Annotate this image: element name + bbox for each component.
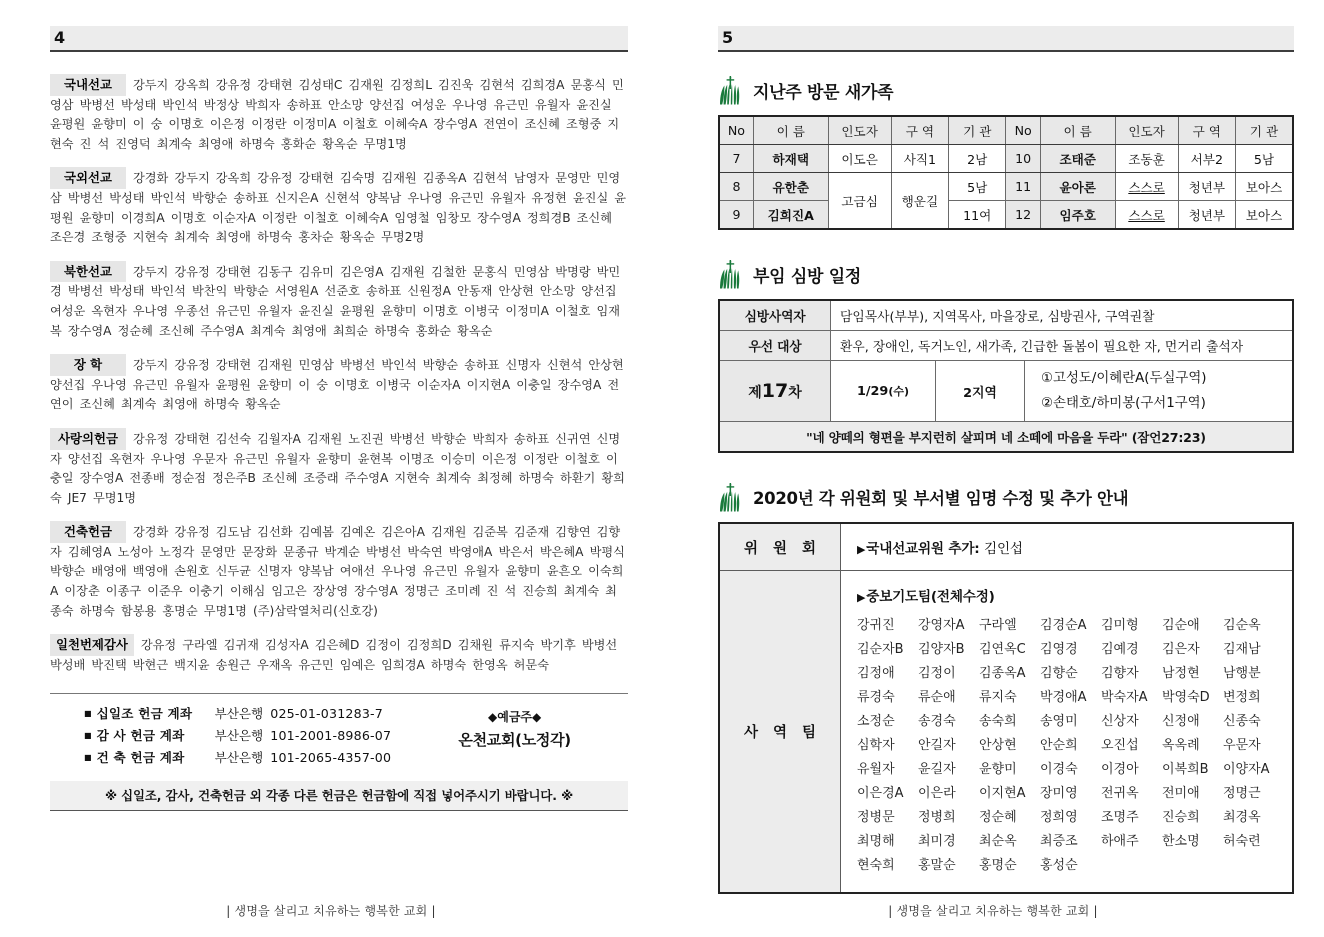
cell-no: 12 xyxy=(1006,201,1040,230)
intercessor-name: 허숙련 xyxy=(1223,834,1261,849)
visit-households xyxy=(1025,361,1294,422)
intercessor-name: 유월자 xyxy=(857,762,895,777)
table-row xyxy=(719,145,1293,173)
household-item: ①고성도/이혜란A(두실구역) xyxy=(1041,371,1207,386)
table-row xyxy=(719,300,1293,331)
intercessor-name: 소정순 xyxy=(857,714,895,729)
section-appointments xyxy=(718,481,1294,894)
depositor-title: ◆예금주◆ xyxy=(488,710,542,725)
intercessor-name: 송경숙 xyxy=(918,714,956,729)
offering-paragraph xyxy=(50,521,628,621)
intercessor-name: 신종숙 xyxy=(1223,714,1261,729)
ministry-row-body xyxy=(841,571,1294,894)
offering-block-northkorea-mission xyxy=(50,261,628,341)
intercessor-name: 강귀진 xyxy=(857,618,895,633)
offering-block-domestic-mission xyxy=(50,74,628,154)
col-header-name-right: 이 름 xyxy=(1040,116,1115,145)
section-heading xyxy=(718,258,1294,290)
offering-names: 강경화 강두지 강옥희 강유정 강태현 김숙명 김재원 김종옥A 김현석 남영자 문영만 민영삼 박병선 박성태 박인석 박향순 송하표 신지은A 신현석 양복남 우나영 유근민 유월자 유정현 윤진실 윤평원 윤향미 이경희A 이명호 이순자A 이정란 이철호 이혜숙A 임영철 임창모 장수영A 정희경B 조신혜 조은경 조형중 지현숙 최계숙 최영애 하명숙 홍차순 황옥순 무명2명 xyxy=(50,171,627,245)
intercessor-name: 정순혜 xyxy=(979,810,1017,825)
intercessor-name: 박경애A xyxy=(1040,690,1087,705)
table-row xyxy=(719,361,1293,422)
cell-org: 11여 xyxy=(949,201,1006,230)
committee-change-line xyxy=(857,537,1282,557)
offering-names: 강유정 강태현 김선숙 김월자A 김재원 노진권 박병선 박향순 박희자 송하표 신귀연 신명자 양선집 옥현자 우나영 우문자 유근민 유월자 윤향미 윤현복 이명조 이승미 이은정 이정란 이철호 이충일 장수영A 전종배 정순점 정은주B 조신혜 조증래 주수영A 지현숙 최계숙 최정혜 하명숙 하환기 황희숙 JE7 무명1명 xyxy=(50,431,625,505)
cell-org: 보아스 xyxy=(1236,201,1293,230)
col-header-zone-left: 구 역 xyxy=(891,116,948,145)
intercessor-name: 전미애 xyxy=(1162,786,1200,801)
intercessor-name: 정희영 xyxy=(1040,810,1078,825)
intercessor-name: 김향순 xyxy=(1040,666,1078,681)
account-label: 건 축 헌금 계좌 xyxy=(96,750,185,766)
intercessor-name: 김은자 xyxy=(1162,642,1200,657)
cell-no: 10 xyxy=(1006,145,1040,173)
page-number: 4 xyxy=(54,28,66,47)
intercessor-name: 현숙희 xyxy=(857,858,895,873)
section-title: 2020년 각 위원회 및 부서별 임명 수정 및 추가 안내 xyxy=(753,489,1129,508)
page-4-footer: | 생명을 살리고 치유하는 행복한 교회 | xyxy=(226,904,436,918)
col-header-guide-left: 인도자 xyxy=(828,116,891,145)
intercessor-name: 김경순A xyxy=(1040,618,1087,633)
offering-label: 사랑의헌금 xyxy=(50,428,126,450)
bullet-icon: ■ xyxy=(84,753,92,763)
intercessor-name: 심학자 xyxy=(857,738,895,753)
cell-name: 유한춘 xyxy=(753,173,828,201)
page-number: 5 xyxy=(722,28,734,47)
intercessor-name: 신정애 xyxy=(1162,714,1200,729)
table-header-row xyxy=(719,116,1293,145)
cell-name: 임주호 xyxy=(1040,201,1115,230)
account-label: 감 사 헌금 계좌 xyxy=(96,728,185,744)
intercessor-name: 김순애 xyxy=(1162,618,1200,633)
offering-names: 강두지 강유정 강태현 김재원 민영삼 박병선 박인석 박향순 송하표 신명자 신현석 안상현 양선집 우나영 유근민 유월자 윤평원 윤향미 이 숭 이명호 이병국 이순자A 이지현A 이충일 장수영A 전연이 조신혜 최계숙 최영애 하명숙 황옥순 xyxy=(50,358,624,412)
triangle-icon: ▶ xyxy=(857,591,866,604)
intercessor-name: 신상자 xyxy=(1101,714,1139,729)
committee-row-body xyxy=(841,523,1294,571)
intercessor-name: 진승희 xyxy=(1162,810,1200,825)
intercessor-name: 이지현A xyxy=(979,786,1026,801)
section-heading xyxy=(718,74,1294,106)
offering-label: 북한선교 xyxy=(50,261,126,283)
offering-label: 국내선교 xyxy=(50,74,126,96)
intercessor-name: 하애주 xyxy=(1101,834,1139,849)
cell-name: 김희진A xyxy=(753,201,828,230)
committee-row-label: 위 원 회 xyxy=(719,523,841,571)
appointments-table xyxy=(718,522,1294,894)
offering-paragraph xyxy=(50,634,628,675)
cell-guide: 이도은 xyxy=(828,145,891,173)
intercessor-name: 이경아 xyxy=(1101,762,1139,777)
cell-guide: 조동훈 xyxy=(1115,145,1178,173)
offering-block-building xyxy=(50,521,628,621)
page-5-footer: | 생명을 살리고 치유하는 행복한 교회 | xyxy=(888,904,1098,918)
accounts-section xyxy=(50,693,628,770)
table-row xyxy=(719,331,1293,361)
round-number: 17 xyxy=(761,380,789,402)
offering-names: 강유정 구라엘 김귀재 김성자A 김은혜D 김정이 김정희D 김채원 류지숙 박기후 박병선 박성배 박진택 박현근 백지윤 송원근 우재옥 유근민 임예은 임희경A 하명숙 한영옥 허문숙 xyxy=(50,638,618,672)
cell-zone-merged: 행운길 xyxy=(891,173,948,230)
ministry-change-line xyxy=(857,585,1282,605)
new-family-table xyxy=(718,115,1294,230)
minister-value: 담임목사(부부), 지역목사, 마을장로, 심방권사, 구역권찰 xyxy=(831,300,1294,331)
intercessor-name: 김미형 xyxy=(1101,618,1139,633)
intercessor-name: 이경숙 xyxy=(1040,762,1078,777)
intercessor-name: 윤향미 xyxy=(979,762,1017,777)
intercessor-name: 오진섭 xyxy=(1101,738,1139,753)
intercessor-name: 이은경A xyxy=(857,786,904,801)
page-4-header xyxy=(50,26,628,52)
visit-date-value: 1/29 xyxy=(856,384,889,399)
intercessor-name: 김순자B xyxy=(857,642,904,657)
table-row xyxy=(719,201,1293,230)
intercessor-name: 김양자B xyxy=(918,642,965,657)
intercessor-name: 이양자A xyxy=(1223,762,1270,777)
round-suffix: 차 xyxy=(788,385,802,401)
offering-notice: ※ 십일조, 감사, 건축헌금 외 각종 다른 헌금은 헌금함에 직접 넣어주시기 바랍니다. ※ xyxy=(50,781,628,811)
offering-paragraph xyxy=(50,261,628,341)
offering-block-thousand-offering xyxy=(50,634,628,675)
offering-block-love xyxy=(50,428,628,508)
col-header-org-left: 기 관 xyxy=(949,116,1006,145)
intercessor-name: 최미경 xyxy=(918,834,956,849)
offering-paragraph xyxy=(50,167,628,247)
col-header-no-right: No xyxy=(1006,116,1040,145)
page-5-header xyxy=(718,26,1294,52)
intercessor-name: 장미영 xyxy=(1040,786,1078,801)
intercessor-name: 김영경 xyxy=(1040,642,1078,657)
offering-sections xyxy=(50,74,628,675)
intercessor-name: 우문자 xyxy=(1223,738,1261,753)
intercessor-name: 홍명순 xyxy=(979,858,1017,873)
intercessor-name: 류순애 xyxy=(918,690,956,705)
intercessor-name: 옥옥례 xyxy=(1162,738,1200,753)
account-bank: 부산은행 xyxy=(214,728,264,744)
table-row xyxy=(719,571,1293,894)
minister-label: 심방사역자 xyxy=(719,300,831,331)
intercessor-name: 정명근 xyxy=(1223,786,1261,801)
page-5 xyxy=(662,0,1324,937)
committee-change-label: 국내선교위원 추가: xyxy=(866,541,980,557)
visitation-table xyxy=(718,299,1294,453)
intercessor-name: 김정애 xyxy=(857,666,895,681)
col-header-name-left: 이 름 xyxy=(753,116,828,145)
intercessor-name: 홍말순 xyxy=(918,858,956,873)
church-wheat-cross-icon xyxy=(718,481,744,513)
intercessor-name: 안길자 xyxy=(918,738,956,753)
cell-no: 8 xyxy=(719,173,753,201)
cell-zone: 청년부 xyxy=(1178,201,1235,230)
intercessor-name: 조명주 xyxy=(1101,810,1139,825)
offering-names: 강두지 강옥희 강유정 강태현 김성태C 김재원 김정희L 김진욱 김현석 김희경A 문홍식 민영삼 박병선 박성태 박인석 박정상 박희자 송하표 안소망 양선집 여성운 우나영 유근민 유월자 윤진실 윤평원 윤향미 이 숭 이명호 이은정 이정란 이정미A 이철호 이혜숙A 장수영A 전연이 조신혜 조형중 지현숙 진 석 진영덕 최계숙 최영애 하명숙 홍화순 황옥순 무명1명 xyxy=(50,78,624,151)
cell-zone: 청년부 xyxy=(1178,173,1235,201)
section-heading xyxy=(718,481,1294,513)
account-row xyxy=(84,704,391,726)
intercessor-name: 김재남 xyxy=(1223,642,1261,657)
round-label xyxy=(719,361,831,422)
col-header-no-left: No xyxy=(719,116,753,145)
cell-org: 5남 xyxy=(949,173,1006,201)
ministry-row-label: 사 역 팀 xyxy=(719,571,841,894)
account-bank: 부산은행 xyxy=(214,750,264,766)
account-number: 101-2001-8986-07 xyxy=(270,728,392,744)
intercessor-name: 강영자A xyxy=(918,618,965,633)
account-label: 십일조 헌금 계좌 xyxy=(96,706,193,722)
cell-zone: 사직1 xyxy=(891,145,948,173)
cell-guide xyxy=(1115,201,1178,230)
account-number: 025-01-031283-7 xyxy=(270,706,384,722)
offering-paragraph xyxy=(50,74,628,154)
intercessor-name: 김향자 xyxy=(1101,666,1139,681)
cell-no: 11 xyxy=(1006,173,1040,201)
intercessor-name: 안순희 xyxy=(1040,738,1078,753)
account-row xyxy=(84,748,391,770)
visit-date-weekday: (수) xyxy=(888,385,910,398)
offering-label: 장 학 xyxy=(50,354,126,376)
account-number: 101-2065-4357-00 xyxy=(270,750,392,766)
col-header-guide-right: 인도자 xyxy=(1115,116,1178,145)
intercessor-name: 이복희B xyxy=(1162,762,1209,777)
bullet-icon: ■ xyxy=(84,709,92,719)
ministry-change-label: 중보기도팀(전체수정) xyxy=(866,589,995,605)
intercessor-name: 송숙희 xyxy=(979,714,1017,729)
church-wheat-cross-icon xyxy=(718,74,744,106)
intercessor-name: 남행분 xyxy=(1223,666,1261,681)
cell-name: 윤아론 xyxy=(1040,173,1115,201)
table-row-verse xyxy=(719,422,1293,453)
intercessor-name: 송영미 xyxy=(1040,714,1078,729)
intercessor-name: 김정이 xyxy=(918,666,956,681)
col-header-org-right: 기 관 xyxy=(1236,116,1293,145)
priority-value: 환우, 장애인, 독거노인, 새가족, 긴급한 돌봄이 필요한 자, 먼거리 출석자 xyxy=(831,331,1294,361)
intercessor-name: 구라엘 xyxy=(979,618,1017,633)
cell-no: 9 xyxy=(719,201,753,230)
offering-label: 일천번제감사 xyxy=(50,634,134,656)
intercessor-name: 김종옥A xyxy=(979,666,1026,681)
section-title: 부임 심방 일정 xyxy=(753,266,861,287)
offering-paragraph xyxy=(50,354,628,415)
intercessor-name: 변정희 xyxy=(1223,690,1261,705)
intercessor-name: 최순옥 xyxy=(979,834,1017,849)
intercessor-name: 최명해 xyxy=(857,834,895,849)
offering-names: 강두지 강유정 강태현 김동구 김유미 김은영A 김재원 김철한 문홍식 민영삼 박명랑 박민경 박병선 박성태 박인석 박찬익 박향순 서영원A 선준호 송하표 신원정A 안동재 안상현 안소망 양선집 여성운 옥현자 우나영 우종선 유근민 유월자 윤진실 윤평원 윤향미 이명호 이병국 이정미A 이철호 임재복 장수영A 정순혜 조신혜 주수영A 최계숙 최영애 최희순 하명숙 홍화순 황옥순 xyxy=(50,264,621,338)
offering-paragraph xyxy=(50,428,628,508)
account-bank: 부산은행 xyxy=(214,706,264,722)
table-row xyxy=(719,173,1293,201)
col-header-zone-right: 구 역 xyxy=(1178,116,1235,145)
cell-guide xyxy=(1115,173,1178,201)
cell-zone: 서부2 xyxy=(1178,145,1235,173)
offering-label: 건축헌금 xyxy=(50,521,126,543)
section-title: 지난주 방문 새가족 xyxy=(753,82,894,103)
cell-no: 7 xyxy=(719,145,753,173)
depositor-block xyxy=(391,704,628,750)
intercessor-name: 한소명 xyxy=(1162,834,1200,849)
triangle-icon: ▶ xyxy=(857,543,866,556)
cell-org: 보아스 xyxy=(1236,173,1293,201)
intercessor-name: 박영숙D xyxy=(1162,690,1210,705)
account-list xyxy=(50,704,391,770)
committee-change-name: 김인섭 xyxy=(984,541,1023,557)
intercessor-name: 류경숙 xyxy=(857,690,895,705)
cell-name: 조태준 xyxy=(1040,145,1115,173)
offering-block-scholarship xyxy=(50,354,628,415)
church-wheat-cross-icon xyxy=(718,258,744,290)
intercessor-name: 이은라 xyxy=(918,786,956,801)
intercessor-name: 남정현 xyxy=(1162,666,1200,681)
cell-org: 2남 xyxy=(949,145,1006,173)
intercessor-name: 류지숙 xyxy=(979,690,1017,705)
visit-date xyxy=(831,361,936,422)
intercessor-name: 최경옥 xyxy=(1223,810,1261,825)
intercessor-name: 박숙자A xyxy=(1101,690,1148,705)
intercessor-name-grid xyxy=(857,615,1282,876)
section-new-family xyxy=(718,74,1294,230)
bullet-icon: ■ xyxy=(84,731,92,741)
section-visitation-schedule xyxy=(718,258,1294,453)
intercessor-name: 홍성순 xyxy=(1040,858,1078,873)
intercessor-name: 안상현 xyxy=(979,738,1017,753)
cell-guide-underlined: 스스로 xyxy=(1128,208,1165,223)
offering-label: 국외선교 xyxy=(50,167,126,189)
household-item: ②손태호/하미봉(구서1구역) xyxy=(1041,396,1206,411)
intercessor-name: 김연옥C xyxy=(979,642,1026,657)
cell-guide-underlined: 스스로 xyxy=(1128,180,1165,195)
intercessor-name: 김순옥 xyxy=(1223,618,1261,633)
intercessor-name: 윤길자 xyxy=(918,762,956,777)
intercessor-name: 정병희 xyxy=(918,810,956,825)
bible-verse: "네 양떼의 형편을 부지런히 살피며 네 소떼에 마음을 두라" (잠언27:23) xyxy=(719,422,1293,453)
cell-name: 하재택 xyxy=(753,145,828,173)
intercessor-name: 전귀옥 xyxy=(1101,786,1139,801)
intercessor-name: 정병문 xyxy=(857,810,895,825)
cell-org: 5남 xyxy=(1236,145,1293,173)
round-prefix: 제 xyxy=(748,385,762,401)
intercessor-name: 최증조 xyxy=(1040,834,1078,849)
offering-block-foreign-mission xyxy=(50,167,628,247)
cell-guide-merged: 고금심 xyxy=(828,173,891,230)
visit-zone: 2지역 xyxy=(936,361,1025,422)
account-row xyxy=(84,726,391,748)
offering-names: 강경화 강유정 김도남 김선화 김예봄 김예온 김은아A 김재원 김준복 김준재 김향연 김향자 김혜영A 노성아 노정각 문영만 문장화 문종규 박계순 박병선 박숙연 박영애A 박은서 박은혜A 박평식 박향순 배영애 백영애 손원호 신두균 신명자 양복남 여애선 우나영 유근민 유월자 윤향미 윤흔오 이숙희A 이장춘 이종구 이준우 이충기 이해심 임고은 장상영 장수영A 정명근 조미례 진 석 진승희 최계숙 최종숙 하명숙 함봉용 홍명순 무명1명 (주)삼락열처리(신호강) xyxy=(50,525,625,618)
priority-label: 우선 대상 xyxy=(719,331,831,361)
table-row xyxy=(719,523,1293,571)
depositor-name: 온천교회(노정각) xyxy=(458,731,571,750)
intercessor-name: 김예경 xyxy=(1101,642,1139,657)
